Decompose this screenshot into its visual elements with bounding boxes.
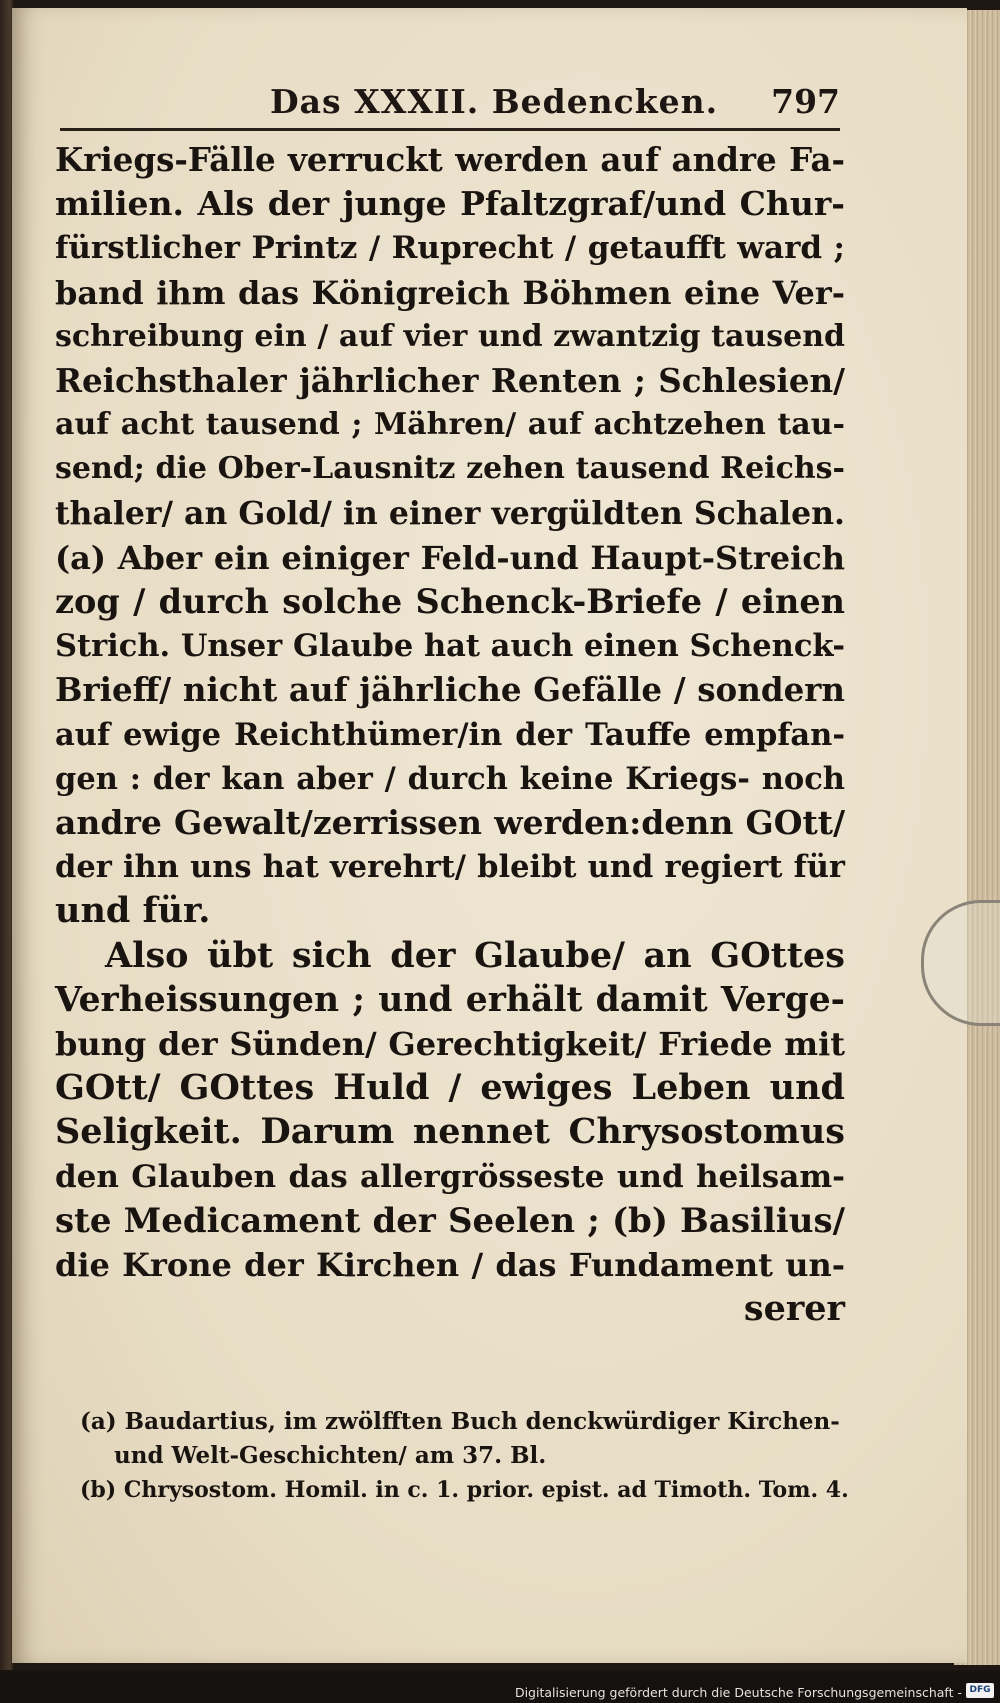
text-line: Brieff/ nicht auf jährliche Gefälle / sondern: [55, 670, 845, 710]
text-line: send; die Ober-Lausnitz zehen tausend Reichs-: [55, 451, 845, 487]
header-rule: [60, 128, 840, 131]
text-line: fürstlicher Printz / Ruprecht / getaufft ward ;: [55, 230, 845, 267]
text-line: Reichsthaler jährlicher Renten ; Schlesien/: [55, 361, 845, 401]
text-line: auf ewige Reichthümer/in der Tauffe empfan-: [55, 716, 845, 753]
footnote-a: (a) Baudartius, im zwölfften Buch denckwürdiger Kirchen-: [80, 1408, 840, 1435]
text-line: thaler/ an Gold/ in einer vergüldten Schalen.: [55, 494, 845, 532]
text-line: (a) Aber ein einiger Feld-und Haupt-Streich: [55, 538, 845, 577]
text-line: auf acht tausend ; Mähren/ auf achtzehen tau-: [55, 407, 845, 443]
funding-credit: Digitalisierung gefördert durch die Deutsche Forschungsgemeinschaft -: [514, 1685, 962, 1700]
text-line: zog / durch solche Schenck-Briefe / einen: [55, 582, 845, 622]
text-line: und für.: [55, 890, 211, 932]
text-line: milien. Als der junge Pfaltzgraf/und Chur-: [55, 184, 845, 224]
text-line: band ihm das Königreich Böhmen eine Ver-: [55, 273, 845, 312]
body-text: [55, 138, 845, 1331]
footnotes: [80, 1405, 850, 1507]
text-line: der ihn uns hat verehrt/ bleibt und regiert für: [55, 849, 845, 886]
text-line: den Glauben das allergrösseste und heilsam-: [55, 1158, 845, 1195]
page-number: 797: [771, 82, 840, 121]
text-line: Kriegs-Fälle verruckt werden auf andre Fa-: [55, 140, 845, 179]
page-header: [60, 82, 840, 132]
catchword: serer: [743, 1288, 845, 1330]
text-line: gen : der kan aber / durch keine Kriegs- noch: [55, 760, 845, 797]
text-line: Also übt sich der Glaube/ an GOttes: [105, 934, 845, 976]
text-line: GOtt/ GOttes Huld / ewiges Leben und: [55, 1067, 845, 1109]
footnote-b: (b) Chrysostom. Homil. in c. 1. prior. epist. ad Timoth. Tom. 4.: [80, 1477, 849, 1503]
text-line: andre Gewalt/zerrissen werden:denn GOtt/: [55, 803, 845, 843]
text-line: ste Medicament der Seelen ; (b) Basilius/: [55, 1200, 845, 1241]
dfg-logo: DFG: [966, 1683, 994, 1698]
footnote-a-continued: und Welt-Geschichten/ am 37. Bl.: [114, 1442, 547, 1469]
text-line: bung der Sünden/ Gerechtigkeit/ Friede mit: [55, 1025, 845, 1064]
text-line: Verheissungen ; und erhält damit Verge-: [55, 979, 845, 1020]
running-head: Das XXXII. Bedencken.: [270, 82, 719, 121]
text-line: Strich. Unser Glaube hat auch einen Schenck-: [55, 628, 845, 665]
text-line: die Krone der Kirchen / das Fundament un-: [55, 1246, 845, 1285]
text-line: schreibung ein / auf vier und zwantzig tausend: [55, 318, 845, 354]
text-line: Seligkeit. Darum nennet Chrysostomus: [55, 1111, 845, 1153]
